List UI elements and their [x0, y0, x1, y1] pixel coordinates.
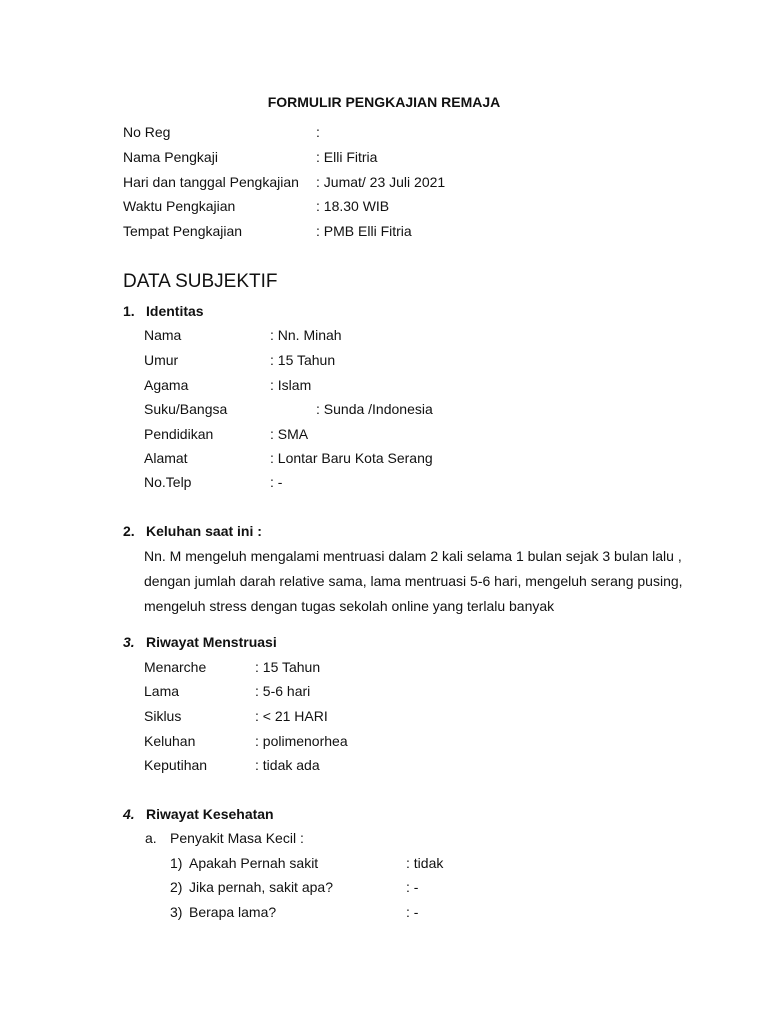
- field-label-waktu: Waktu Pengkajian: [123, 198, 236, 214]
- identitas-value-suku-bangsa: : Sunda /Indonesia: [316, 401, 433, 417]
- heading-number: 2.: [123, 523, 135, 539]
- menstruasi-label-lama: Lama: [144, 683, 180, 699]
- kesehatan-sub-letter: a.: [145, 830, 157, 846]
- identitas-label-agama: Agama: [144, 377, 189, 393]
- menstruasi-value-menarche: : 15 Tahun: [255, 659, 321, 675]
- identitas-label-umur: Umur: [144, 352, 179, 368]
- kesehatan-item-number: 1): [170, 855, 183, 871]
- field-value-nama-pengkaji: : Elli Fitria: [316, 149, 378, 165]
- menstruasi-label-siklus: Siklus: [144, 708, 182, 724]
- field-value-no-reg: :: [316, 124, 320, 140]
- kesehatan-item-label: Jika pernah, sakit apa?: [189, 879, 333, 895]
- kesehatan-item-label: Berapa lama?: [189, 904, 277, 920]
- menstruasi-label-keluhan: Keluhan: [144, 733, 196, 749]
- identitas-value-nama: : Nn. Minah: [270, 327, 342, 343]
- heading-number: 4.: [123, 806, 135, 822]
- identitas-value-umur: : 15 Tahun: [270, 352, 336, 368]
- identitas-value-agama: : Islam: [270, 377, 312, 393]
- menstruasi-value-keputihan: : tidak ada: [255, 757, 320, 773]
- form-title: FORMULIR PENGKAJIAN REMAJA: [267, 94, 501, 110]
- identitas-value-alamat: : Lontar Baru Kota Serang: [270, 450, 433, 466]
- keluhan-line: dengan jumlah darah relative sama, lama mentruasi 5-6 hari, mengeluh serang pusing,: [144, 573, 683, 589]
- kesehatan-item-value: : tidak: [406, 855, 444, 871]
- field-label-no-reg: No Reg: [123, 124, 171, 140]
- heading-text: Riwayat Kesehatan: [146, 806, 274, 822]
- heading-text: Riwayat Menstruasi: [146, 634, 277, 650]
- heading-riwayat-menstruasi: [123, 635, 277, 649]
- kesehatan-item-number: 3): [170, 904, 183, 920]
- field-value-hari-tanggal: : Jumat/ 23 Juli 2021: [316, 174, 446, 190]
- field-value-waktu: : 18.30 WIB: [316, 198, 390, 214]
- kesehatan-item-value: : -: [406, 879, 419, 895]
- menstruasi-label-keputihan: Keputihan: [144, 757, 208, 773]
- kesehatan-sub-heading: Penyakit Masa Kecil :: [170, 830, 304, 846]
- identitas-value-pendidikan: : SMA: [270, 426, 309, 442]
- section-heading-data-subjektif: DATA SUBJEKTIF: [123, 271, 278, 292]
- kesehatan-item-value: : -: [406, 904, 419, 920]
- menstruasi-value-lama: : 5-6 hari: [255, 683, 311, 699]
- heading-riwayat-kesehatan: [123, 807, 274, 821]
- menstruasi-value-keluhan: : polimenorhea: [255, 733, 348, 749]
- heading-identitas: [123, 304, 204, 318]
- kesehatan-item-label: Apakah Pernah sakit: [189, 855, 319, 871]
- heading-number: 1.: [123, 303, 135, 319]
- heading-keluhan: [123, 524, 262, 538]
- identitas-label-pendidikan: Pendidikan: [144, 426, 214, 442]
- identitas-label-suku-bangsa: Suku/Bangsa: [144, 401, 228, 417]
- heading-number: 3.: [123, 634, 135, 650]
- heading-text: Identitas: [146, 303, 204, 319]
- field-label-tempat: Tempat Pengkajian: [123, 223, 243, 239]
- identitas-label-no-telp: No.Telp: [144, 474, 192, 490]
- menstruasi-label-menarche: Menarche: [144, 659, 207, 675]
- identitas-label-nama: Nama: [144, 327, 182, 343]
- heading-text: Keluhan saat ini :: [146, 523, 262, 539]
- field-value-tempat: : PMB Elli Fitria: [316, 223, 412, 239]
- identitas-label-alamat: Alamat: [144, 450, 188, 466]
- identitas-value-no-telp: : -: [270, 474, 283, 490]
- keluhan-line: mengeluh stress dengan tugas sekolah online yang terlalu banyak: [144, 598, 555, 614]
- field-label-hari-tanggal: Hari dan tanggal Pengkajian: [123, 174, 299, 190]
- field-label-nama-pengkaji: Nama Pengkaji: [123, 149, 218, 165]
- menstruasi-value-siklus: : < 21 HARI: [255, 708, 328, 724]
- kesehatan-item-number: 2): [170, 879, 183, 895]
- keluhan-line: Nn. M mengeluh mengalami mentruasi dalam 2 kali selama 1 bulan sejak 3 bulan lalu ,: [144, 548, 682, 564]
